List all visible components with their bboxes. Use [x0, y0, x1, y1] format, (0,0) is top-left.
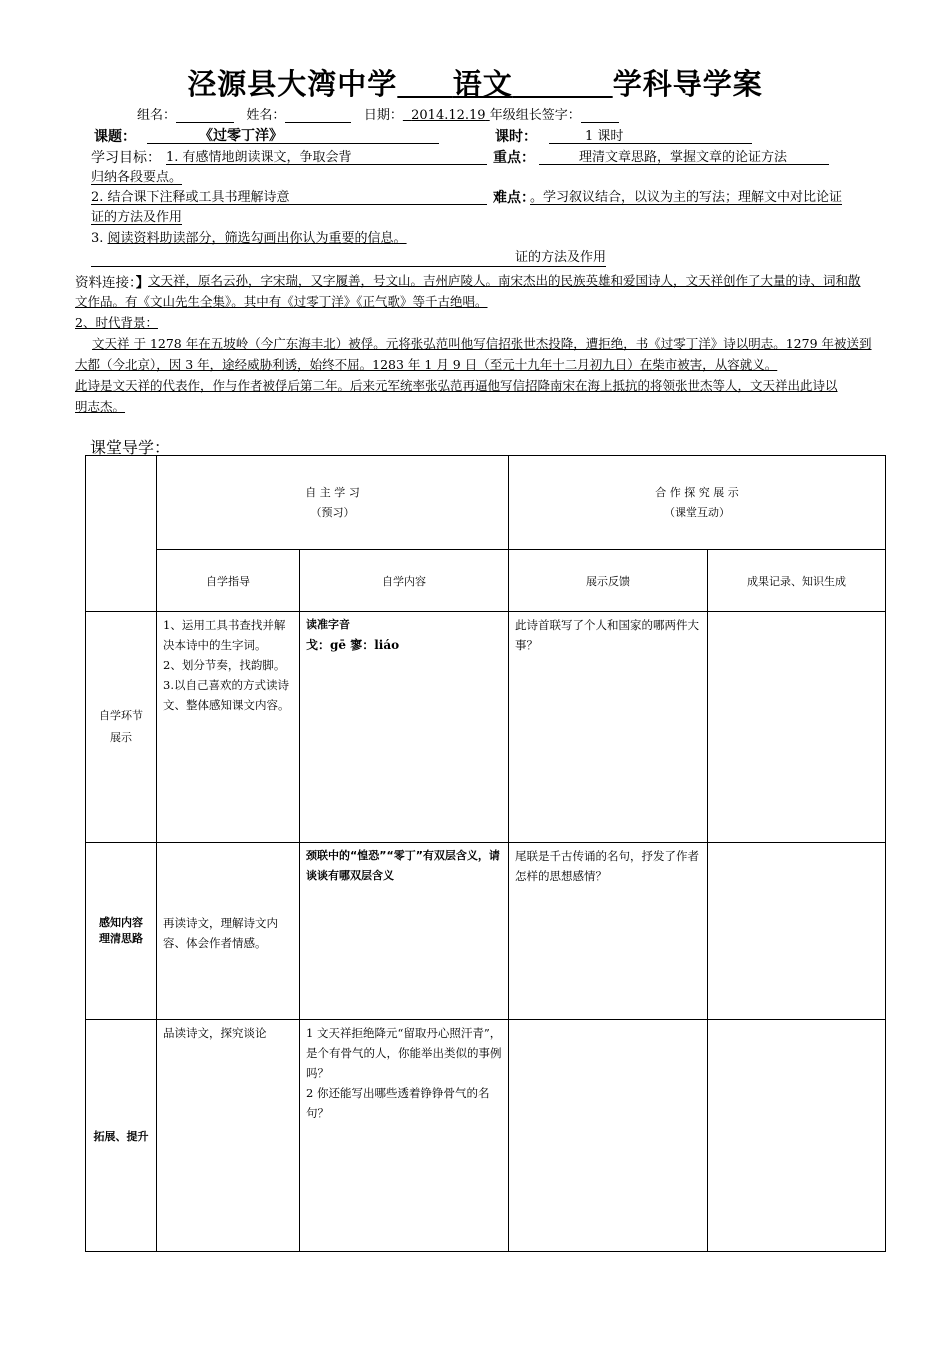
sub-header-feedback: 展示反馈	[509, 550, 708, 612]
guide-cell-1	[157, 612, 300, 843]
subject-underline-right	[513, 67, 613, 101]
title-suffix: 学科导学案	[612, 67, 763, 101]
material-label: 资料连接：】	[75, 275, 150, 291]
content-1-title: 读准字音	[306, 618, 350, 631]
topic-label: 课题：	[94, 129, 136, 145]
feedback-cell-2	[509, 843, 708, 1020]
stage-1-line-1: 自学环节	[99, 709, 143, 722]
sub-header-content: 自学内容	[300, 550, 509, 612]
guide-cell-3	[157, 1020, 300, 1252]
record-cell-3[interactable]	[708, 1020, 886, 1252]
record-cell-1[interactable]	[708, 612, 886, 843]
stage-cell-2	[86, 843, 157, 1020]
sub-header-guide: 自学指导	[157, 550, 300, 612]
background-line-1: 文天祥 于 1278 年在五坡岭（今广东海丰北）被俘。元将张弘范叫他写信招张世杰投降，遭拒绝，书《过零丁洋》诗以明志。1279 年被送到	[92, 336, 872, 351]
stage-cell-1	[86, 612, 157, 843]
hours-label: 课时：	[495, 129, 537, 145]
stage-cell-3	[86, 1020, 157, 1252]
stage-2-line-1: 感知内容	[99, 916, 143, 929]
coop-title: 合 作 探 究 展 示	[655, 485, 739, 499]
difficulty-label: 难点：	[493, 190, 535, 206]
guide-cell-2	[157, 843, 300, 1020]
guide-2-item-1: 再读诗文，理解诗文内容、体会作者情感。	[163, 915, 278, 950]
subject-name: 语文	[452, 67, 513, 101]
guide-1-item-1: 1、运用工具书查找并解决本诗中的生字词。	[163, 618, 286, 652]
goal-1: 1. 有感情地朗读课文，争取会背	[166, 146, 487, 165]
content-3-question-1: 1 文天祥拒绝降元“留取丹心照汗青”，是个有骨气的人，你能举出类似的事例吗？	[306, 1026, 502, 1080]
difficulty-continued: 证的方法及作用	[91, 206, 182, 225]
material-line-1: 文天祥，原名云孙，字宋瑞，又字履善，号文山。吉州庐陵人。南宋杰出的民族英雄和爱国诗人，文天祥创作了大量的诗、词和散	[148, 273, 861, 288]
classroom-label: 课堂导学：	[90, 438, 171, 457]
stage-2-line-2: 理清思路	[99, 932, 143, 945]
hours-value: 1 课时	[549, 125, 752, 144]
content-1-body: 戈：gē 寥：liáo	[306, 638, 400, 652]
key-value: 理清文章思路，掌握文章的论证方法	[539, 146, 829, 165]
record-cell-2[interactable]	[708, 843, 886, 1020]
goal-3-text: 阅读资料助读部分，筛选勾画出你认为重要的信息。	[107, 231, 407, 246]
goal-3-number: 3.	[91, 231, 104, 246]
sign-label: 年级组长签字：	[489, 108, 581, 123]
stray-underline-line	[91, 246, 606, 267]
goals-label: 学习目标：	[91, 150, 161, 166]
topic-value: 《过零丁洋》	[147, 125, 439, 144]
name-field[interactable]	[285, 108, 351, 123]
self-study-title: 自 主 学 习	[305, 485, 360, 499]
background-title: 2、时代背景：	[75, 315, 158, 330]
background-line-3: 此诗是文天祥的代表作，作与作者被俘后第二年。后来元军统率张弘范再逼他写信招降南宋在海上抵抗的将领张世杰等人，文天祥出此诗以	[75, 378, 838, 393]
background-line-2: 大都（今北京），因 3 年，途经威胁利诱，始终不屈。1283 年 1 月 9 日（至元十九年十二月初九日）在柴市被害，从容就义。	[75, 357, 778, 372]
feedback-2-text: 尾联是千古传诵的名句，抒发了作者怎样的思想感情？	[515, 849, 699, 883]
group-field[interactable]	[176, 108, 234, 123]
self-study-subtitle: （预习）	[310, 505, 355, 519]
feedback-cell-1	[509, 612, 708, 843]
classroom-table	[85, 455, 886, 1252]
coop-subtitle: （课堂互动）	[664, 505, 730, 519]
sign-field[interactable]	[581, 108, 619, 123]
background-line-4: 明志杰。	[75, 399, 126, 414]
content-2-title: 颈联中的“惶恐”“零丁”有双层含义，请谈谈有哪双层含义	[306, 849, 500, 882]
meta-line	[137, 104, 619, 123]
goal-3	[91, 227, 407, 246]
difficulty-value: 。学习叙议结合，以议为主的写法；理解文中对比论证	[530, 186, 842, 205]
date-label: 日期：	[363, 108, 403, 123]
page-title	[0, 62, 950, 103]
name-label: 姓名：	[246, 108, 286, 123]
school-name: 泾源县大湾中学	[187, 67, 398, 101]
coop-header	[509, 456, 886, 550]
guide-3-item-1: 品读诗文，探究谈论	[163, 1026, 267, 1040]
feedback-cell-3[interactable]	[509, 1020, 708, 1252]
date-value: 2014.12.19	[411, 108, 486, 123]
group-label: 组名：	[137, 108, 177, 123]
guide-1-item-2: 2、划分节奏，找韵脚。	[163, 658, 286, 672]
stray-text: 证的方法及作用	[514, 250, 606, 265]
material-line-2: 文作品。有《文山先生全集》。其中有《过零丁洋》《正气歌》等千古绝唱。	[75, 294, 488, 309]
stage-3-line-1: 拓展、提升	[93, 1129, 149, 1143]
content-cell-1	[300, 612, 509, 843]
feedback-1-text: 此诗首联写了个人和国家的哪两件大事？	[515, 618, 699, 652]
goal-2: 2. 结合课下注释或工具书理解诗意	[91, 186, 487, 205]
corner-cell	[86, 456, 157, 612]
key-label: 重点：	[493, 150, 535, 166]
self-study-header	[157, 456, 509, 550]
content-3-question-2: 2 你还能写出哪些透着铮铮骨气的名句？	[306, 1086, 490, 1120]
content-cell-3	[300, 1020, 509, 1252]
goal-1-continued: 归纳各段要点。	[91, 166, 182, 185]
guide-1-item-3: 3.以自己喜欢的方式读诗文、整体感知课文内容。	[163, 678, 290, 712]
sub-header-record: 成果记录、知识生成	[708, 550, 886, 612]
stage-1-line-2: 展示	[110, 731, 132, 744]
subject-underline-left	[397, 67, 452, 101]
content-cell-2	[300, 843, 509, 1020]
